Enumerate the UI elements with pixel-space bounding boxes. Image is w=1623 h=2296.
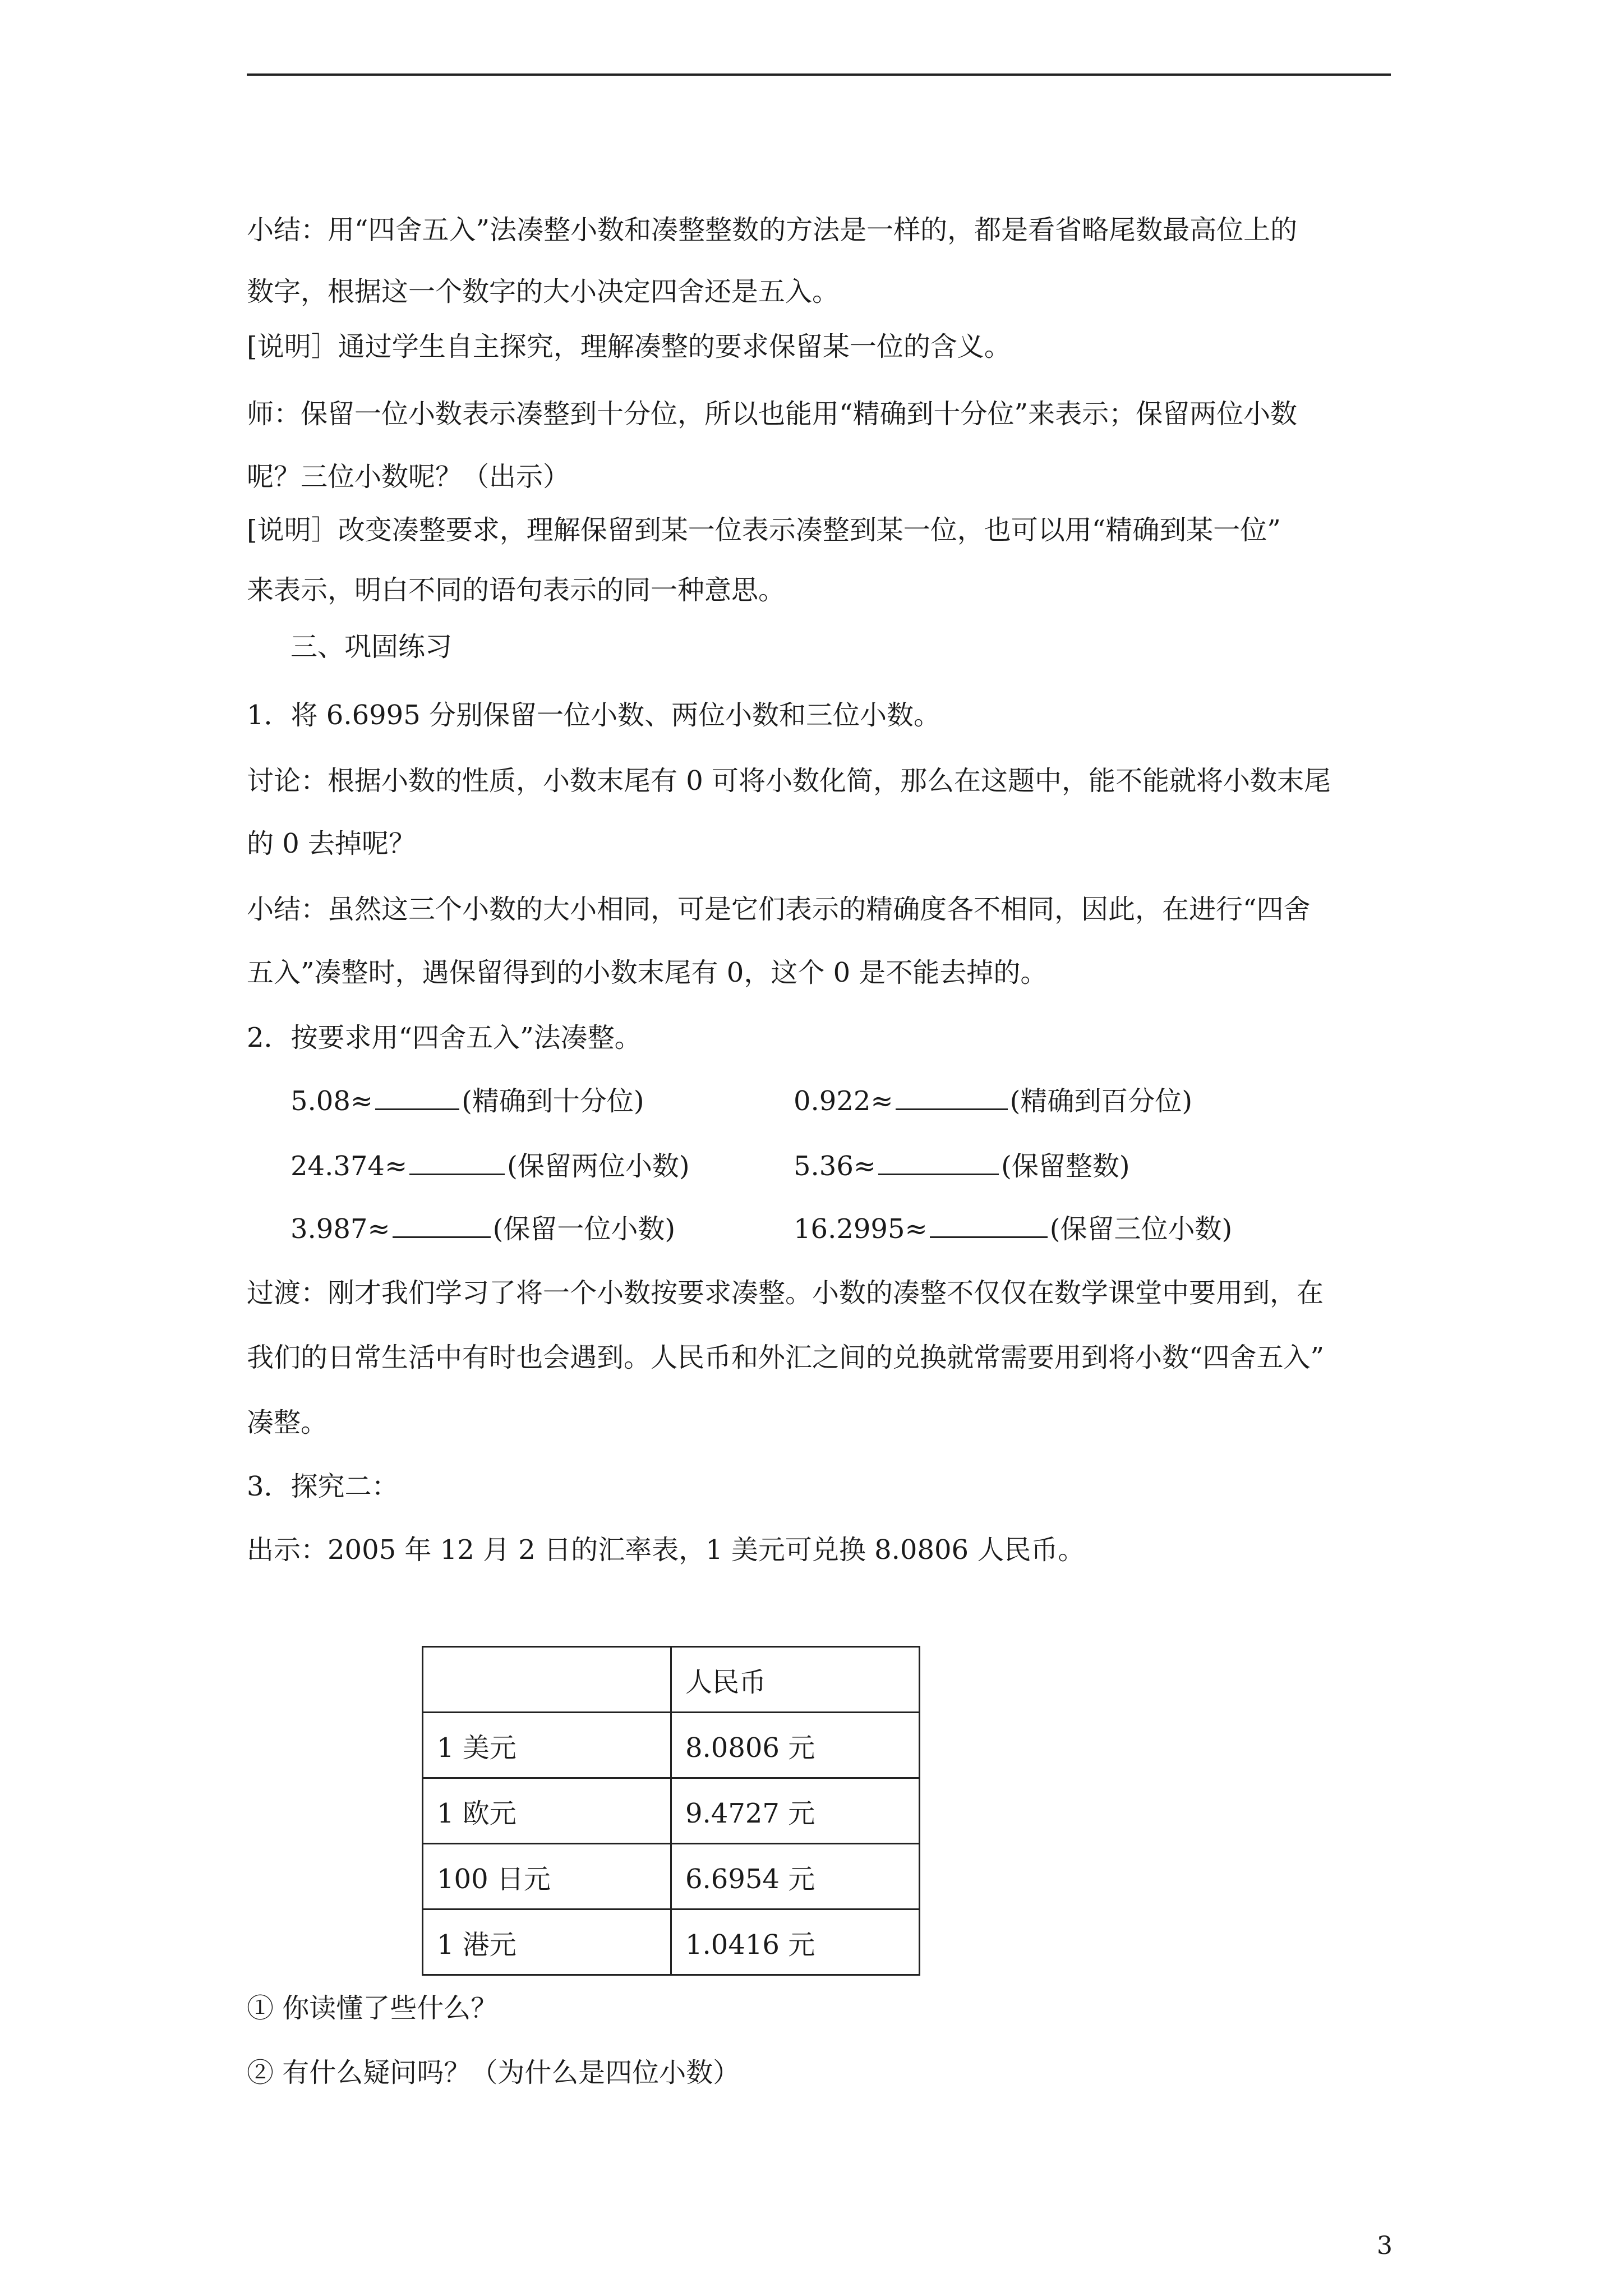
question-2: ② 有什么疑问吗？（为什么是四位小数） — [247, 2057, 740, 2088]
exercise-item — [291, 1211, 675, 1246]
table-row — [423, 1778, 920, 1844]
discussion-line-2: 的 0 去掉呢？ — [247, 828, 416, 859]
exercise-1: 1．将 6.6995 分别保留一位小数、两位小数和三位小数。 — [247, 700, 941, 731]
exercise-expression: 16.2995≈ — [794, 1213, 928, 1245]
discussion-line-1: 讨论：根据小数的性质，小数末尾有 0 可将小数化简，那么在这题中，能不能就将小数末尾 — [247, 765, 1331, 797]
currency-cell: 1 欧元 — [423, 1778, 671, 1844]
table-row — [423, 1910, 920, 1975]
rmb-value-cell: 6.6954 元 — [671, 1844, 920, 1910]
exercise-item — [794, 1211, 1232, 1246]
rmb-value-cell: 8.0806 元 — [671, 1713, 920, 1778]
rmb-value-cell: 9.4727 元 — [671, 1778, 920, 1844]
exercise-expression: 24.374≈ — [291, 1151, 408, 1182]
show-line: 出示：2005 年 12 月 2 日的汇率表，1 美元可兑换 8.0806 人民币。 — [247, 1534, 1085, 1566]
exercise-requirement: (精确到百分位) — [1009, 1085, 1193, 1117]
exercise-item — [291, 1083, 644, 1118]
note-line-3: 来表示，明白不同的语句表示的同一种意思。 — [247, 574, 786, 606]
transition-line-3: 凑整。 — [247, 1407, 328, 1438]
rmb-value-cell: 1.0416 元 — [671, 1910, 920, 1975]
currency-cell: 1 美元 — [423, 1713, 671, 1778]
transition-line-1: 过渡：刚才我们学习了将一个小数按要求凑整。小数的凑整不仅仅在数学课堂中要用到，在 — [247, 1277, 1324, 1309]
teacher-line-1: 师：保留一位小数表示凑整到十分位，所以也能用“精确到十分位”来表示；保留两位小数 — [247, 398, 1298, 430]
table-header-cell: 人民币 — [671, 1647, 920, 1713]
exercise-expression: 3.987≈ — [291, 1213, 390, 1245]
exercise-requirement: (保留一位小数) — [492, 1213, 676, 1245]
summary-line-2: 数字，根据这一个数字的大小决定四舍还是五入。 — [247, 276, 840, 307]
exercise-expression: 5.08≈ — [291, 1085, 374, 1117]
teacher-line-2: 呢？三位小数呢？（出示） — [247, 461, 570, 493]
exercise-expression: 5.36≈ — [794, 1151, 877, 1182]
table-row — [423, 1713, 920, 1778]
currency-cell: 1 港元 — [423, 1910, 671, 1975]
exercise-requirement: (保留两位小数) — [507, 1151, 690, 1182]
answer-blank[interactable] — [375, 1083, 459, 1110]
exercise-expression: 0.922≈ — [794, 1085, 893, 1117]
answer-blank[interactable] — [409, 1148, 505, 1175]
exchange-rate-table — [422, 1646, 920, 1976]
exercise-3: 3．探究二： — [247, 1471, 399, 1502]
note-line-1: [说明］通过学生自主探究，理解凑整的要求保留某一位的含义。 — [247, 331, 1011, 362]
answer-blank[interactable] — [930, 1211, 1048, 1238]
summary-line-1: 小结：用“四舍五入”法凑整小数和凑整整数的方法是一样的，都是看省略尾数最高位上的 — [247, 214, 1298, 246]
header-rule — [247, 73, 1391, 76]
answer-blank[interactable] — [878, 1148, 999, 1175]
summary2-line-2: 五入”凑整时，遇保留得到的小数末尾有 0，这个 0 是不能去掉的。 — [247, 957, 1048, 988]
table-header-row — [423, 1647, 920, 1713]
exercise-item — [794, 1083, 1192, 1118]
exercise-requirement: (保留三位小数) — [1049, 1213, 1233, 1245]
transition-line-2: 我们的日常生活中有时也会遇到。人民币和外汇之间的兑换就常需要用到将小数“四舍五入” — [247, 1342, 1325, 1373]
exercise-requirement: (保留整数) — [1001, 1151, 1130, 1182]
summary2-line-1: 小结：虽然这三个小数的大小相同，可是它们表示的精确度各不相同，因此，在进行“四舍 — [247, 894, 1311, 925]
section-heading: 三、巩固练习 — [291, 631, 453, 662]
note-line-2: [说明］改变凑整要求，理解保留到某一位表示凑整到某一位，也可以用“精确到某一位” — [247, 514, 1281, 546]
question-1: ① 你读懂了些什么？ — [247, 1993, 498, 2024]
table-header-cell — [423, 1647, 671, 1713]
exercise-requirement: (精确到十分位) — [462, 1085, 644, 1117]
exercise-item — [291, 1148, 690, 1183]
exercise-2: 2．按要求用“四舍五入”法凑整。 — [247, 1022, 642, 1053]
currency-cell: 100 日元 — [423, 1844, 671, 1910]
answer-blank[interactable] — [896, 1083, 1008, 1110]
answer-blank[interactable] — [393, 1211, 491, 1238]
table-row — [423, 1844, 920, 1910]
exercise-item — [794, 1148, 1130, 1183]
page-number: 3 — [1377, 2231, 1393, 2260]
